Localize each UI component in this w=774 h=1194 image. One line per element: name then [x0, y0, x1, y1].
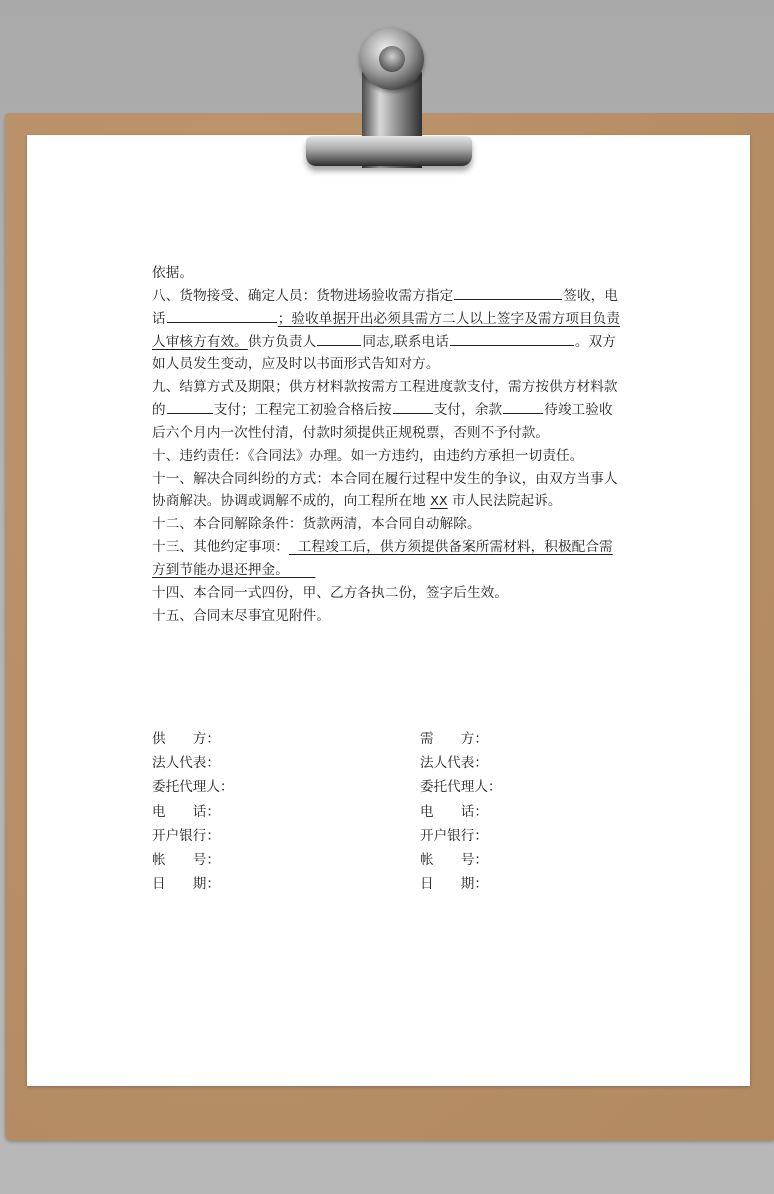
receiver-blank[interactable] [454, 285, 562, 300]
supplier-agent-label: 委托代理人： [152, 779, 234, 796]
clause-8-line-3: 人审核方有效。供方负责人 同志,联系电话 。双方 [152, 331, 644, 354]
court-city-field[interactable]: XX [430, 493, 448, 509]
clause-10: 十、违约责任：《合同法》办理。如一方违约，由违约方承担一切责任。 [152, 447, 584, 464]
supplier-contact-blank[interactable] [317, 331, 361, 346]
balance-blank[interactable] [503, 399, 543, 414]
clause-8-line-2: 话 ；验收单据开出必须具需方二人以上签字及需方项目负责 [152, 308, 644, 331]
buyer-bank-label: 开户银行： [420, 827, 488, 844]
progress-payment-blank[interactable] [167, 399, 213, 414]
clause-8-line-4: 如人员发生变动，应及时以书面形式告知对方。 [152, 356, 440, 373]
other-terms-field[interactable]: 工程竣工后，供方须提供备案所需材料，积极配合需 [297, 539, 613, 556]
buyer-agent-label: 委托代理人： [420, 779, 502, 796]
clause-13-line-1: 十三、其他约定事项： 工程竣工后，供方须提供备案所需材料，积极配合需 [152, 539, 613, 556]
clause-11-line-2: 协商解决。协调或调解不成的，向工程所在地 XX 市人民法院起诉。 [152, 493, 562, 510]
clause-14: 十四、本合同一式四份，甲、乙方各执二份，签字后生效。 [152, 584, 509, 601]
supplier-phone-label: 电 话： [152, 803, 220, 820]
supplier-date-label: 日 期： [152, 876, 220, 893]
contract-body [152, 262, 644, 628]
supplier-bank-label: 开户银行： [152, 827, 220, 844]
buyer-legal-rep-label: 法人代表： [420, 755, 488, 772]
contact-phone-blank[interactable] [450, 331, 574, 346]
supplier-signature-block [152, 727, 234, 896]
supplier-legal-rep-label: 法人代表： [152, 755, 220, 772]
buyer-date-label: 日 期： [420, 876, 488, 893]
clause-9-line-3: 后六个月内一次性付清，付款时须提供正规税票，否则不予付款。 [152, 424, 550, 441]
clause-12: 十二、本合同解除条件：货款两清，本合同自动解除。 [152, 516, 481, 533]
line-basis: 依据。 [152, 265, 194, 281]
buyer-signature-block [420, 727, 502, 896]
clause-11-line-1: 十一、解决合同纠纷的方式：本合同在履行过程中发生的争议，由双方当事人 [152, 470, 618, 487]
clause-15: 十五、合同末尽事宜见附件。 [152, 607, 331, 624]
clause-8-line-1: 八、货物接受、确定人员：货物进场验收需方指定 签收，电 [152, 285, 644, 308]
phone-blank[interactable] [167, 308, 277, 323]
acceptance-payment-blank[interactable] [393, 399, 433, 414]
buyer-account-label: 帐 号： [420, 852, 488, 869]
supplier-name-label: 供 方： [152, 731, 220, 747]
supplier-account-label: 帐 号： [152, 852, 220, 869]
clause-13-line-2: 方到节能办退还押金。 [152, 561, 289, 578]
clause-9-line-1: 九、结算方式及期限；供方材料款按需方工程进度款支付，需方按供方材料款 [152, 379, 618, 396]
clause-9-line-2: 的 支付；工程完工初验合格后按 支付，余款 待竣工验收 [152, 399, 644, 422]
buyer-name-label: 需 方： [420, 731, 488, 747]
buyer-phone-label: 电 话： [420, 803, 488, 820]
binder-clip-icon [300, 28, 476, 178]
